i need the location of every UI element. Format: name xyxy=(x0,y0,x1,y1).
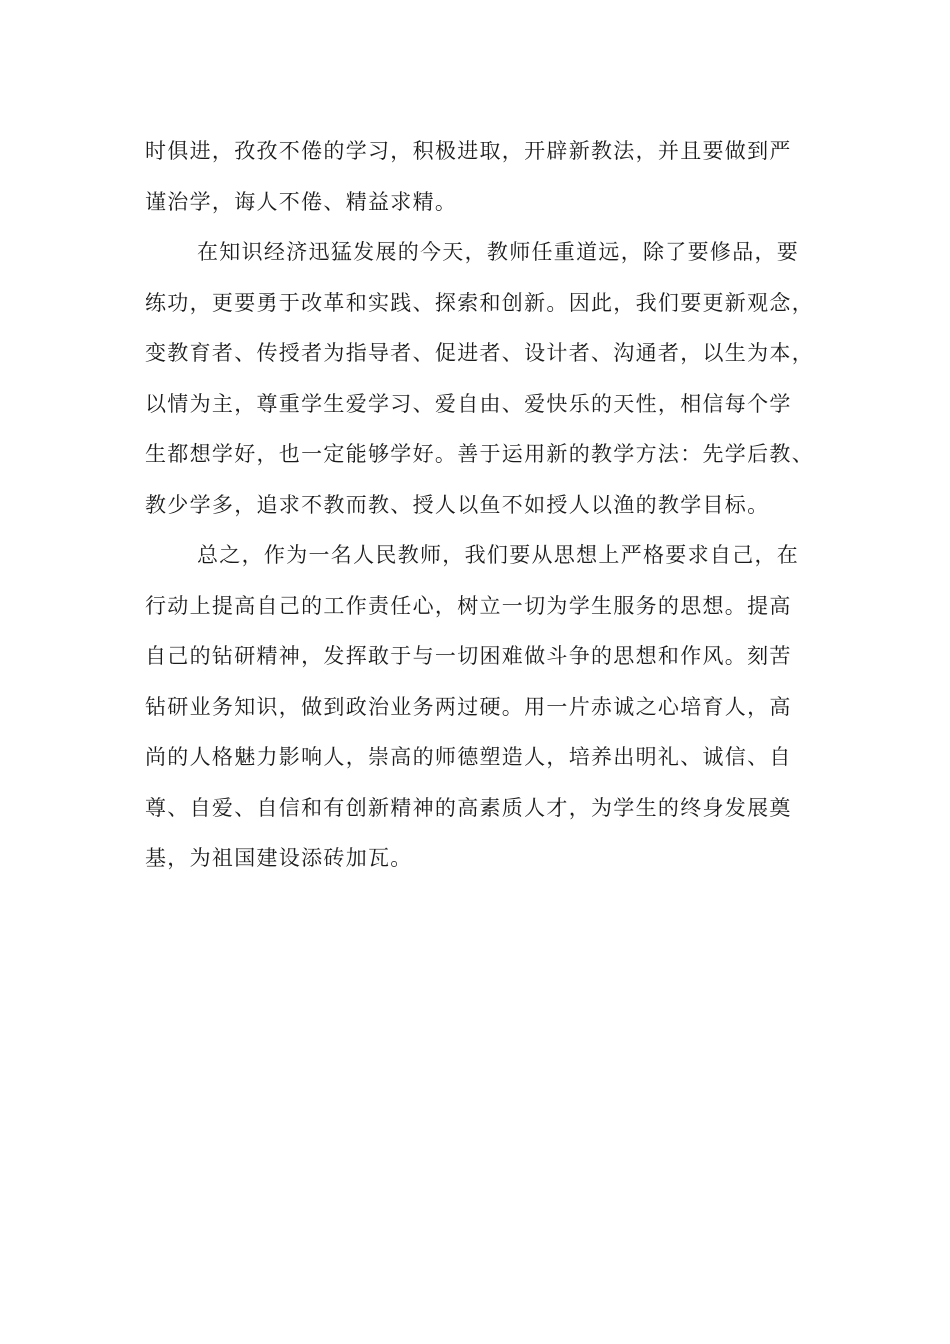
paragraph-line: 生都想学好，也一定能够学好。善于运用新的教学方法：先学后教、 xyxy=(145,442,814,466)
paragraph xyxy=(145,126,810,227)
paragraph-line: 总之，作为一名人民教师，我们要从思想上严格要求自己，在 xyxy=(197,543,800,567)
paragraph-line: 在知识经济迅猛发展的今天，教师任重道远，除了要修品，要 xyxy=(197,240,800,264)
paragraph-line: 以情为主，尊重学生爱学习、爱自由、爱快乐的天性，相信每个学 xyxy=(145,391,792,416)
paragraph-line: 尚的人格魅力影响人，崇高的师德塑造人，培养出明礼、诚信、自 xyxy=(145,745,792,769)
paragraph-line: 钻研业务知识，做到政治业务两过硬。用一片赤诚之心培育人，高 xyxy=(145,694,792,719)
paragraph-line: 练功，更要勇于改革和实践、探索和创新。因此，我们要更新观念， xyxy=(145,290,814,315)
paragraph-line: 谨治学，诲人不倦、精益求精。 xyxy=(145,189,458,214)
paragraph-line: 尊、自爱、自信和有创新精神的高素质人才，为学生的终身发展奠 xyxy=(145,795,792,820)
paragraph-line: 自己的钻研精神，发挥敢于与一切困难做斗争的思想和作风。刻苦 xyxy=(145,644,792,668)
paragraph-line: 变教育者、传授者为指导者、促进者、设计者、沟通者，以生为本， xyxy=(145,341,814,365)
paragraph xyxy=(145,530,810,884)
paragraph-line: 教少学多，追求不教而教、授人以鱼不如授人以渔的教学目标。 xyxy=(145,492,770,517)
paragraph xyxy=(145,227,814,530)
document-body xyxy=(145,126,814,884)
paragraph-line: 时俱进，孜孜不倦的学习，积极进取，开辟新教法，并且要做到严 xyxy=(145,139,792,163)
paragraph-line: 行动上提高自己的工作责任心，树立一切为学生服务的思想。提高 xyxy=(145,593,792,618)
paragraph-line: 基，为祖国建设添砖加瓦。 xyxy=(145,846,413,870)
